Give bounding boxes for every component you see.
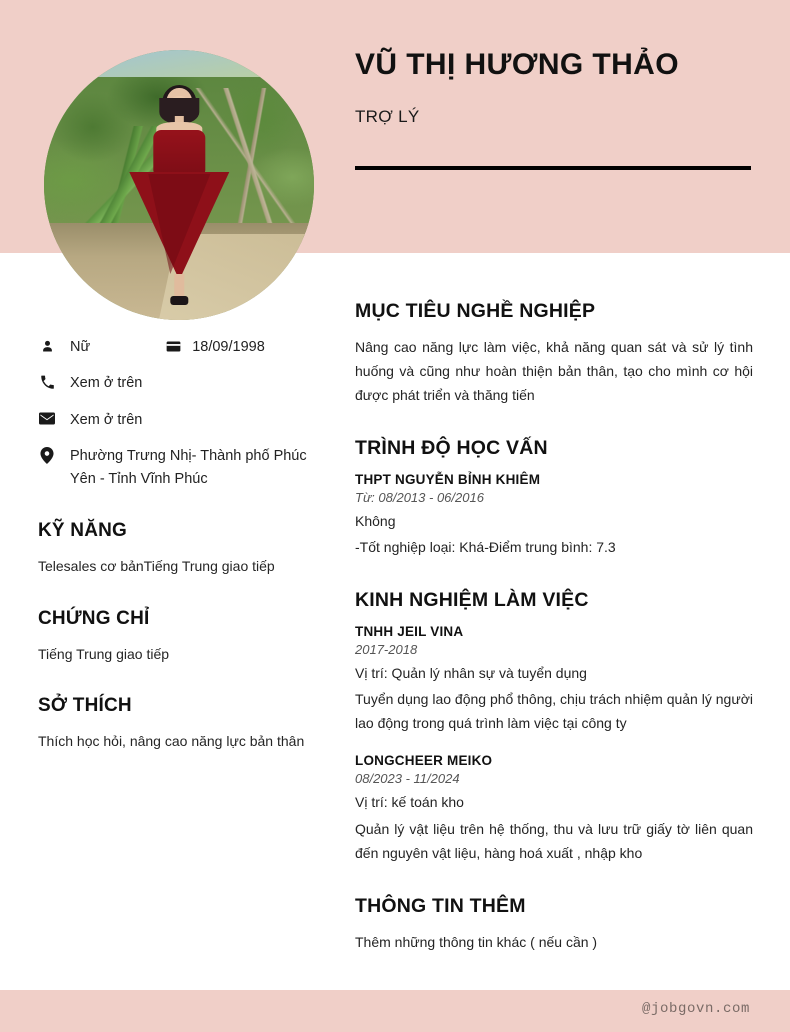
- sidebar-section-interests: [38, 695, 328, 752]
- experience-company: TNHH JEIL VINA: [355, 623, 464, 639]
- header-divider: [355, 166, 751, 170]
- portrait-photo: [44, 50, 314, 320]
- section-education: [355, 437, 753, 558]
- sidebar-section-body: Thích học hỏi, nâng cao năng lực bản thân: [38, 733, 305, 750]
- experience-entry: [355, 753, 753, 865]
- location-pin-icon: [38, 446, 56, 464]
- experience-date: 08/2023 - 11/2024: [355, 771, 460, 787]
- sidebar-section-certificates: [38, 608, 328, 665]
- section-additional: [355, 895, 753, 954]
- section-title: THÔNG TIN THÊM: [355, 895, 526, 918]
- education-date: Từ: 08/2013 - 06/2016: [355, 490, 484, 506]
- phone-value: Xem ở trên: [70, 375, 143, 392]
- photo-person: [122, 88, 235, 304]
- section-objective: [355, 300, 753, 407]
- watermark: @jobgovn.com: [641, 1001, 750, 1017]
- sidebar-section-body: Telesales cơ bảnTiếng Trung giao tiếp: [38, 558, 275, 575]
- section-experience: [355, 589, 753, 866]
- candidate-role: TRỢ LÝ: [355, 107, 420, 126]
- section-title: KINH NGHIỆM LÀM VIỆC: [355, 588, 589, 611]
- sidebar: [38, 336, 328, 753]
- person-skirt-shade: [148, 174, 210, 274]
- education-school: THPT NGUYỄN BỈNH KHIÊM: [355, 472, 541, 488]
- contact-list: [38, 336, 328, 490]
- experience-position: Vị trí: kế toán kho: [355, 794, 464, 811]
- experience-description: Quản lý vật liệu trên hệ thống, thu và lưu trữ giấy tờ liên quan đến nguyên vật liệu, hàng hoá xuất , nhập kho: [355, 821, 753, 862]
- additional-text: Thêm những thông tin khác ( nếu cần ): [355, 934, 598, 951]
- objective-text: Nâng cao năng lực làm việc, khả năng quan sát và sử lý tình huống và cũng như hoàn thiện bản thân, tạo cho mình cơ hội được phát triển và thăng tiến: [355, 339, 753, 404]
- sidebar-section-title: KỸ NĂNG: [38, 520, 128, 542]
- envelope-icon: [38, 410, 56, 428]
- sidebar-section-title: CHỨNG CHỈ: [38, 607, 150, 629]
- experience-position: Vị trí: Quản lý nhân sự và tuyển dụng: [355, 664, 587, 681]
- experience-entry: [355, 624, 753, 736]
- phone-icon: [38, 373, 56, 391]
- person-icon: [38, 337, 56, 355]
- address-value: Phường Trưng Nhị- Thành phố Phúc Yên - Tỉnh Vĩnh Phúc: [70, 448, 307, 487]
- main-content: [355, 300, 753, 954]
- section-title: MỤC TIÊU NGHỀ NGHIỆP: [355, 300, 596, 322]
- education-entry: [355, 472, 753, 558]
- sidebar-section-skills: [38, 520, 328, 577]
- experience-company: LONGCHEER MEIKO: [355, 753, 493, 769]
- person-shoes: [170, 296, 188, 305]
- education-result: -Tốt nghiệp loại: Khá-Điểm trung bình: 7.3: [355, 538, 616, 555]
- gender-birthday-row: [70, 336, 328, 358]
- sidebar-section-title: SỞ THÍCH: [38, 695, 132, 717]
- experience-description: Tuyển dụng lao động phổ thông, chịu trách nhiệm quản lý người lao động trong quá trình làm việc tại công ty: [355, 691, 753, 732]
- sidebar-section-body: Tiếng Trung giao tiếp: [38, 645, 170, 662]
- experience-date: 2017-2018: [355, 641, 418, 657]
- calendar-icon: [164, 337, 182, 355]
- gender-value: Nữ: [70, 339, 91, 355]
- birthday-value: 18/09/1998: [192, 339, 265, 355]
- section-title: TRÌNH ĐỘ HỌC VẤN: [355, 437, 548, 460]
- candidate-name: VŨ THỊ HƯƠNG THẢO: [355, 48, 679, 81]
- person-bodice: [153, 130, 205, 176]
- education-major: Không: [355, 513, 396, 530]
- email-value: Xem ở trên: [70, 411, 143, 428]
